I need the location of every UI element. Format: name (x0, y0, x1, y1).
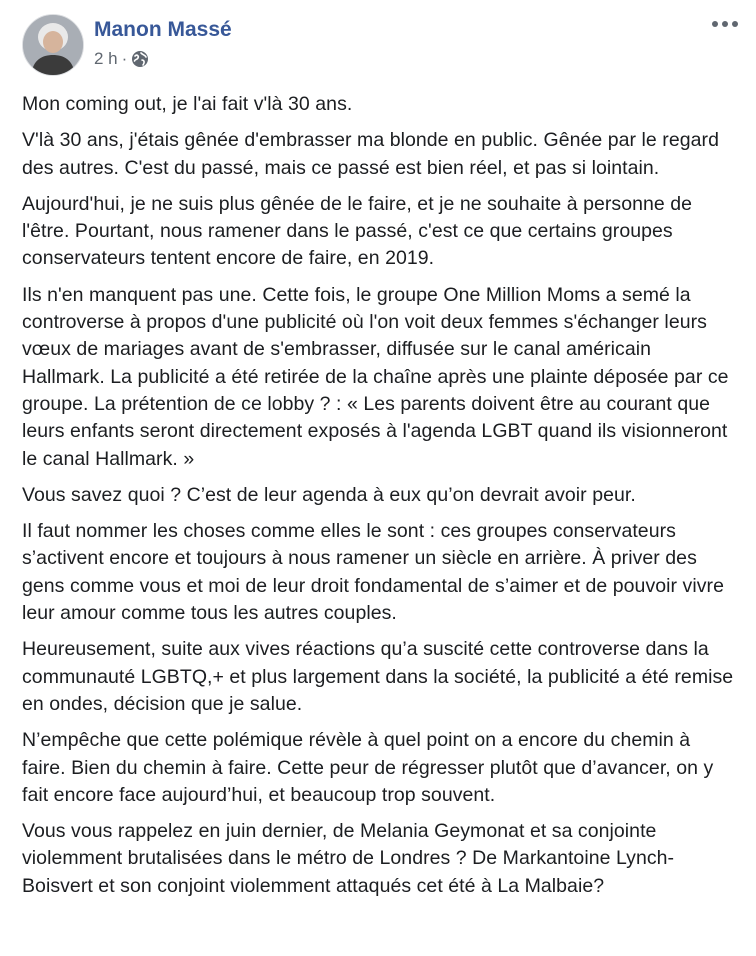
dot-icon (712, 21, 718, 27)
post-paragraph: N’empêche que cette polémique révèle à quel point on a encore du chemin à faire. Bien du chemin à faire. Cette peur de régresser plutôt que d’avancer, on y fait encore face aujourd’hui, et beaucoup trop souvent. (22, 729, 714, 806)
post-meta (94, 49, 149, 69)
dot-icon (722, 21, 728, 27)
meta-separator: · (121, 49, 128, 68)
post-header (0, 0, 756, 82)
post-paragraph: Il faut nommer les choses comme elles le sont : ces groupes conservateurs s’activent encore et toujours à nous ramener un siècle en arrière. À priver des gens comme vous et moi de leur droit fondamental de s’aimer et de pouvoir vivre leur amour comme tous les autres couples. (22, 520, 724, 625)
post-paragraph: Vous savez quoi ? C’est de leur agenda à eux qu’on devrait avoir peur. (22, 483, 636, 506)
post-paragraph: Ils n'en manquent pas une. Cette fois, le groupe One Million Moms a semé la controverse à propos d'une publicité où l'on voit deux femmes s'échanger leurs vœux de mariages avant de s'embrasser, diffusée sur le canal américain Hallmark. La publicité a été retirée de la chaîne après une plainte déposée par ce groupe. La prétention de ce lobby ? : « Les parents doivent être au courant que leurs enfants seront directement exposés à l'agenda LGBT quand ils visionneront le canal Hallmark. » (22, 283, 729, 470)
post-paragraph: Mon coming out, je l'ai fait v'là 30 ans. (22, 93, 353, 115)
author-name[interactable]: Manon Massé (94, 18, 232, 41)
post-paragraph: Vous vous rappelez en juin dernier, de Melania Geymonat et sa conjointe violemment brutalisées dans le métro de Londres ? De Markantoine Lynch-Boisvert et son conjoint violemment attaqués cet été à La Malbaie? (22, 820, 675, 897)
post-paragraph: Heureusement, suite aux vives réactions qu’a suscité cette controverse dans la communauté LGBTQ,+ et plus largement dans la société, la publicité a été remise en ondes, décision que je salue. (22, 638, 734, 715)
more-options-icon[interactable] (708, 12, 742, 36)
avatar[interactable] (22, 14, 84, 76)
dot-icon (732, 21, 738, 27)
globe-icon[interactable] (131, 50, 149, 68)
post-paragraph: Aujourd'hui, je ne suis plus gênée de le faire, et je ne souhaite à personne de l'être. Pourtant, nous ramener dans le passé, c'est ce que certains groupes conservateurs tentent encore de faire, en 2019. (22, 192, 693, 270)
post-body (22, 91, 738, 909)
timestamp[interactable]: 2 h (94, 49, 118, 68)
post-paragraph: V'là 30 ans, j'étais gênée d'embrasser ma blonde en public. Gênée par le regard des autres. C'est du passé, mais ce passé est bien réel, et pas si lointain. (22, 129, 719, 179)
